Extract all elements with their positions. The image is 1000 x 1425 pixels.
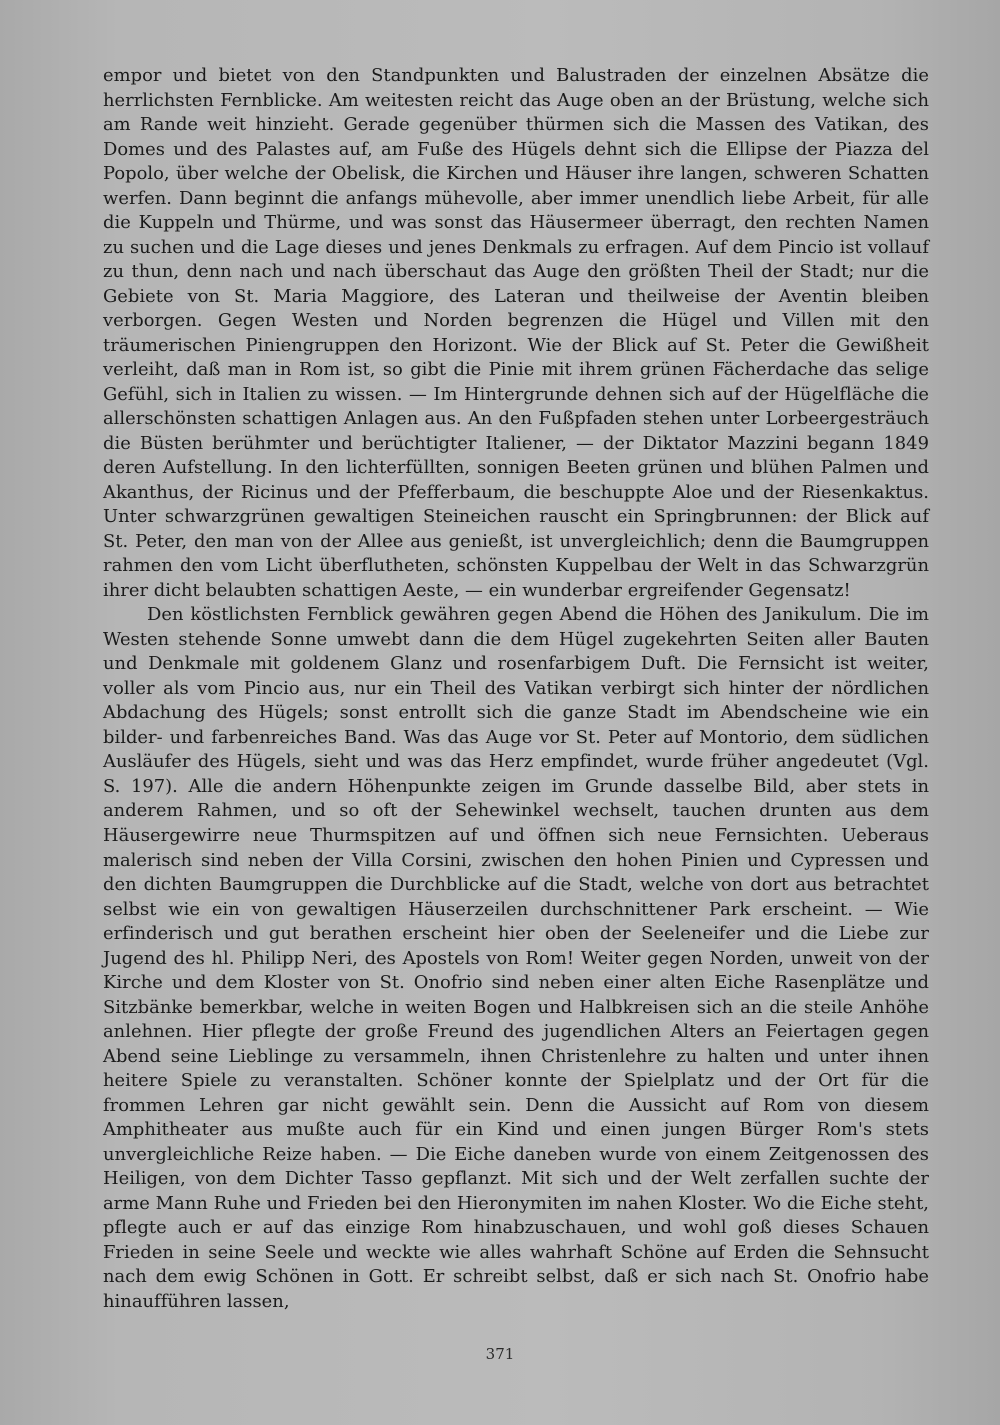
paragraph-janikulum: Den köstlichsten Fernblick gewähren gegen Abend die Höhen des Janikulum. Die im Westen stehende Sonne umwebt dann die dem Hügel zugekehrten Seiten aller Bauten und Denkmale mit goldenem Glanz und rosenfarbigem Duft. Die Fernsicht ist weiter, voller als vom Pincio aus, nur ein Theil des Vatikan verbirgt sich hinter der nördlichen Abdachung des Hügels; sonst entrollt sich die ganze Stadt im Abendscheine wie ein bilder- und farbenreiches Band. Was das Auge vor St. Peter auf Montorio, dem südlichen Ausläufer des Hügels, sieht und was das Herz empfindet, wurde früher angedeutet (Vgl. S. 197). Alle die andern Höhenpunkte zeigen im Grunde dasselbe Bild, aber stets in anderem Rahmen, und so oft der Sehewinkel wechselt, tauchen drunten aus dem Häusergewirre neue Thurmspitzen auf und öffnen sich neue Fernsichten. Ueberaus malerisch sind neben der Villa Corsini, zwischen den hohen Pinien und Cypressen und den dichten Baumgruppen die Durchblicke auf die Stadt, welche von dort aus betrachtet selbst wie ein von gewaltigen Häuserzeilen durchschnittener Park erscheint. — Wie erfinderisch und gut berathen erscheint hier oben der Seeleneifer und die Liebe zur Jugend des hl. Philipp Neri, des Apostels von Rom! Weiter gegen Norden, unweit von der Kirche und dem Kloster von St. Onofrio sind neben einer alten Eiche Rasenplätze und Sitzbänke bemerkbar, welche in weiten Bogen und Halbkreisen sich an die steile Anhöhe anlehnen. Hier pflegte der große Freund des jugendlichen Alters an Feiertagen gegen Abend seine Lieblinge zu versammeln, ihnen Christenlehre zu halten und unter ihnen heitere Spiele zu veranstalten. Schöner konnte der Spielplatz und der Ort für die frommen Lehren gar nicht gewählt sein. Denn die Aussicht auf Rom von diesem Amphitheater aus mußte auch für ein Kind und einen jungen Bürger Rom's stets unvergleichliche Reize haben. — Die Eiche daneben wurde von einem Zeitgenossen des Heiligen, von dem Dichter Tasso gepflanzt. Mit sich und der Welt zerfallen suchte der arme Mann Ruhe und Frieden bei den Hieronymiten im nahen Kloster. Wo die Eiche steht, pflegte auch er auf das einzige Rom hinabzuschauen, und wohl goß dieses Schauen Frieden in seine Seele und weckte wie alles wahrhaft Schöne auf Erden die Sehnsucht nach dem ewig Schönen in Gott. Er schreibt selbst, daß er sich nach St. Onofrio habe hinaufführen lassen, <box>103 604 929 1312</box>
body-text <box>103 64 929 1314</box>
page-number: 371 <box>485 1345 515 1363</box>
paragraph-pincio: empor und bietet von den Standpunkten und Balustraden der einzelnen Absätze die herrlichsten Fernblicke. Am weitesten reicht das Auge oben an der Brüstung, welche sich am Rande weit hinzieht. Gerade gegenüber thürmen sich die Massen des Vatikan, des Domes und des Palastes auf, am Fuße des Hügels dehnt sich die Ellipse der Piazza del Popolo, über welche der Obelisk, die Kirchen und Häuser ihre langen, schweren Schatten werfen. Dann beginnt die anfangs mühevolle, aber immer unendlich liebe Arbeit, für alle die Kuppeln und Thürme, und was sonst das Häusermeer überragt, den rechten Namen zu suchen und die Lage dieses und jenes Denkmals zu erfragen. Auf dem Pincio ist vollauf zu thun, denn nach und nach überschaut das Auge den größten Theil der Stadt; nur die Gebiete von St. Maria Maggiore, des Lateran und theilweise der Aventin bleiben verborgen. Gegen Westen und Norden begrenzen die Hügel und Villen mit den träumerischen Piniengruppen den Horizont. Wie der Blick auf St. Peter die Gewißheit verleiht, daß man in Rom ist, so gibt die Pinie mit ihrem grünen Fächerdache das selige Gefühl, sich in Italien zu wissen. — Im Hintergrunde dehnen sich auf der Hügelfläche die allerschönsten schattigen Anlagen aus. An den Fußpfaden stehen unter Lorbeergesträuch die Büsten berühmter und berüchtigter Italiener, — der Diktator Mazzini begann 1849 deren Aufstellung. In den lichterfüllten, sonnigen Beeten grünen und blühen Palmen und Akanthus, der Ricinus und der Pfefferbaum, die beschuppte Aloe und der Riesenkaktus. Unter schwarzgrünen gewaltigen Steineichen rauscht ein Springbrunnen: der Blick auf St. Peter, den man von der Allee aus genießt, ist unvergleichlich; denn die Baumgruppen rahmen den vom Licht überflutheten, schönsten Kuppelbau der Welt in das Schwarzgrün ihrer dicht belaubten schattigen Aeste, — ein wunderbar ergreifender Gegensatz! <box>103 65 929 601</box>
